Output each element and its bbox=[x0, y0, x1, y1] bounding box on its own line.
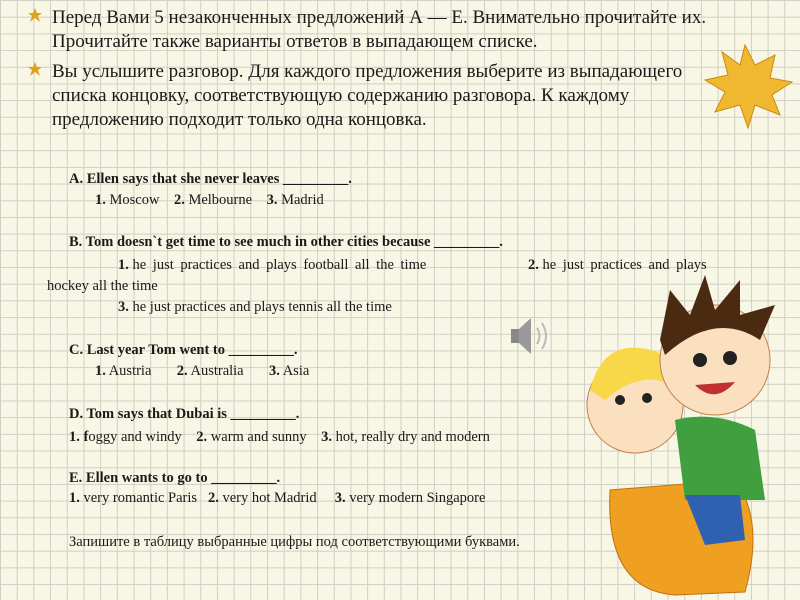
maple-leaf-icon bbox=[700, 40, 795, 130]
question-b-option-2-cont: hockey all the time bbox=[47, 278, 158, 294]
question-a: A. Ellen says that she never leaves _________. bbox=[69, 171, 352, 187]
question-a-options: 1. Moscow 2. Melbourne 3. Madrid bbox=[95, 192, 324, 208]
footer-instruction: Запишите в таблицу выбранные цифры под соответствующими буквами. bbox=[69, 534, 520, 550]
speaker-icon[interactable] bbox=[505, 312, 555, 360]
question-d: D. Tom says that Dubai is _________. bbox=[69, 406, 300, 422]
question-b: B. Tom doesn`t get time to see much in other cities because _________. bbox=[69, 234, 503, 250]
instruction-2: Вы услышите разговор. Для каждого предложения выберите из выпадающего списка концовку, соответствующую содержанию разговора. К каждому предложению подходит только одна концовка. bbox=[52, 60, 722, 132]
question-b-option-1: 1. he just practices and plays football all the time bbox=[118, 257, 427, 273]
leaf-bullet-icon bbox=[28, 62, 42, 76]
question-b-option-3: 3. he just practices and plays tennis all the time bbox=[118, 299, 392, 315]
question-c: C. Last year Tom went to _________. bbox=[69, 342, 298, 358]
question-b-option-2: 2. he just practices and plays bbox=[528, 257, 707, 273]
question-d-options: 1. foggy and windy 2. warm and sunny 3. hot, really dry and modern bbox=[69, 429, 490, 445]
leaf-bullet-icon bbox=[28, 8, 42, 22]
children-illustration bbox=[565, 270, 800, 600]
question-e: E. Ellen wants to go to _________. bbox=[69, 470, 281, 486]
question-c-options: 1. Austria 2. Australia 3. Asia bbox=[95, 363, 310, 379]
instruction-1: Перед Вами 5 незаконченных предложений А — Е. Внимательно прочитайте их. Прочитайте также варианты ответов в выпадающем списке. bbox=[52, 6, 732, 54]
question-e-options: 1. very romantic Paris 2. very hot Madrid 3. very modern Singapore bbox=[69, 490, 486, 506]
